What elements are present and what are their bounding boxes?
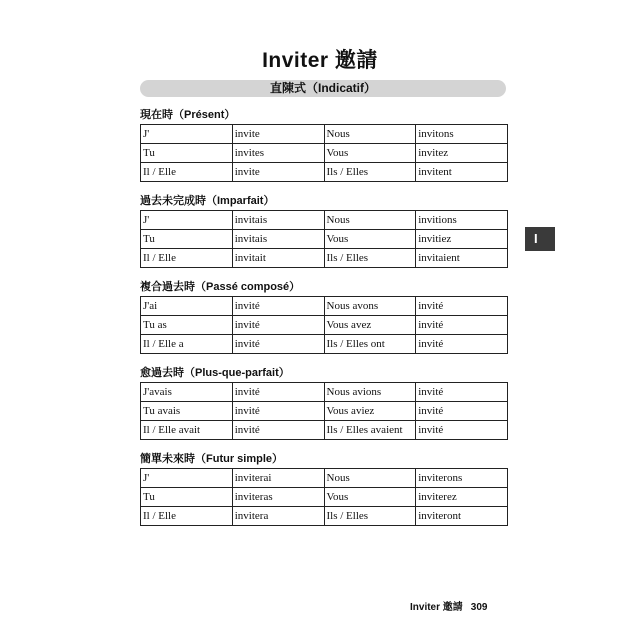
footer-title: Inviter 邀請 — [410, 602, 463, 613]
table-row — [141, 421, 508, 440]
conjugation-table — [140, 382, 508, 440]
conjugation-table — [140, 296, 508, 354]
table-cell: invité — [232, 421, 324, 440]
table-cell: inviterons — [416, 469, 508, 488]
table-cell: inviteront — [416, 507, 508, 526]
table-cell: invité — [416, 316, 508, 335]
table-row — [141, 335, 508, 354]
table-cell: Nous avons — [324, 297, 416, 316]
table-cell: invité — [416, 335, 508, 354]
table-cell: inviterez — [416, 488, 508, 507]
table-cell: invité — [416, 383, 508, 402]
table-cell: invites — [232, 144, 324, 163]
table-row — [141, 249, 508, 268]
table-cell: inviteras — [232, 488, 324, 507]
table-cell: invite — [232, 125, 324, 144]
table-cell: invité — [232, 335, 324, 354]
table-cell: invité — [416, 402, 508, 421]
table-cell: Ils / Elles — [324, 249, 416, 268]
table-cell: Nous avions — [324, 383, 416, 402]
table-cell: Il / Elle avait — [141, 421, 233, 440]
table-row — [141, 125, 508, 144]
table-cell: Vous — [324, 488, 416, 507]
page-number: 309 — [470, 602, 488, 613]
table-cell: invité — [232, 316, 324, 335]
table-cell: Il / Elle — [141, 163, 233, 182]
table-cell: Vous — [324, 144, 416, 163]
table-cell: invité — [416, 421, 508, 440]
table-cell: invité — [232, 383, 324, 402]
table-cell: Ils / Elles — [324, 507, 416, 526]
table-cell: Il / Elle — [141, 507, 233, 526]
table-row — [141, 163, 508, 182]
table-cell: Nous — [324, 211, 416, 230]
table-cell: J' — [141, 469, 233, 488]
table-cell: invitent — [416, 163, 508, 182]
table-cell: Vous avez — [324, 316, 416, 335]
table-row — [141, 211, 508, 230]
conjugation-table — [140, 124, 508, 182]
table-cell: invitez — [416, 144, 508, 163]
table-cell: Nous — [324, 469, 416, 488]
table-cell: invitera — [232, 507, 324, 526]
tense-heading: 簡單未來時（Futur simple） — [140, 453, 284, 465]
tense-heading: 過去未完成時（Imparfait） — [140, 195, 275, 207]
table-row — [141, 383, 508, 402]
tense-block-passe-compose — [140, 278, 508, 354]
table-cell: invitons — [416, 125, 508, 144]
tense-block-plus-que-parfait — [140, 364, 508, 440]
table-cell: invité — [232, 402, 324, 421]
page-title: Inviter 邀請 — [262, 49, 378, 72]
table-cell: invite — [232, 163, 324, 182]
mood-heading: 直陳式（Indicatif） — [140, 80, 506, 97]
conjugation-table — [140, 210, 508, 268]
table-cell: Tu as — [141, 316, 233, 335]
table-cell: invité — [232, 297, 324, 316]
tense-block-imparfait — [140, 192, 508, 268]
table-cell: Ils / Elles — [324, 163, 416, 182]
page-footer — [410, 598, 487, 613]
table-row — [141, 297, 508, 316]
table-row — [141, 316, 508, 335]
table-cell: invité — [416, 297, 508, 316]
table-cell: invitaient — [416, 249, 508, 268]
table-cell: Il / Elle — [141, 249, 233, 268]
tense-heading: 現在時（Présent） — [140, 109, 236, 121]
table-cell: J' — [141, 125, 233, 144]
table-cell: Tu — [141, 144, 233, 163]
table-cell: invitais — [232, 230, 324, 249]
table-cell: Vous aviez — [324, 402, 416, 421]
table-cell: invitait — [232, 249, 324, 268]
table-cell: J' — [141, 211, 233, 230]
tense-block-present — [140, 106, 508, 182]
table-row — [141, 230, 508, 249]
table-cell: invitions — [416, 211, 508, 230]
table-cell: J'avais — [141, 383, 233, 402]
table-row — [141, 488, 508, 507]
table-cell: invitiez — [416, 230, 508, 249]
table-row — [141, 507, 508, 526]
table-cell: Nous — [324, 125, 416, 144]
tense-heading: 複合過去時（Passé composé） — [140, 281, 301, 293]
tense-block-futur-simple — [140, 450, 508, 526]
table-cell: Vous — [324, 230, 416, 249]
table-row — [141, 402, 508, 421]
table-cell: Tu — [141, 488, 233, 507]
table-cell: invitais — [232, 211, 324, 230]
table-cell: Tu — [141, 230, 233, 249]
table-row — [141, 144, 508, 163]
table-row — [141, 469, 508, 488]
conjugation-table — [140, 468, 508, 526]
chapter-tab: I — [525, 227, 555, 251]
table-cell: Tu avais — [141, 402, 233, 421]
table-cell: J'ai — [141, 297, 233, 316]
table-cell: Ils / Elles ont — [324, 335, 416, 354]
table-cell: inviterai — [232, 469, 324, 488]
tense-heading: 愈過去時（Plus-que-parfait） — [140, 367, 290, 379]
table-cell: Ils / Elles avaient — [324, 421, 416, 440]
table-cell: Il / Elle a — [141, 335, 233, 354]
